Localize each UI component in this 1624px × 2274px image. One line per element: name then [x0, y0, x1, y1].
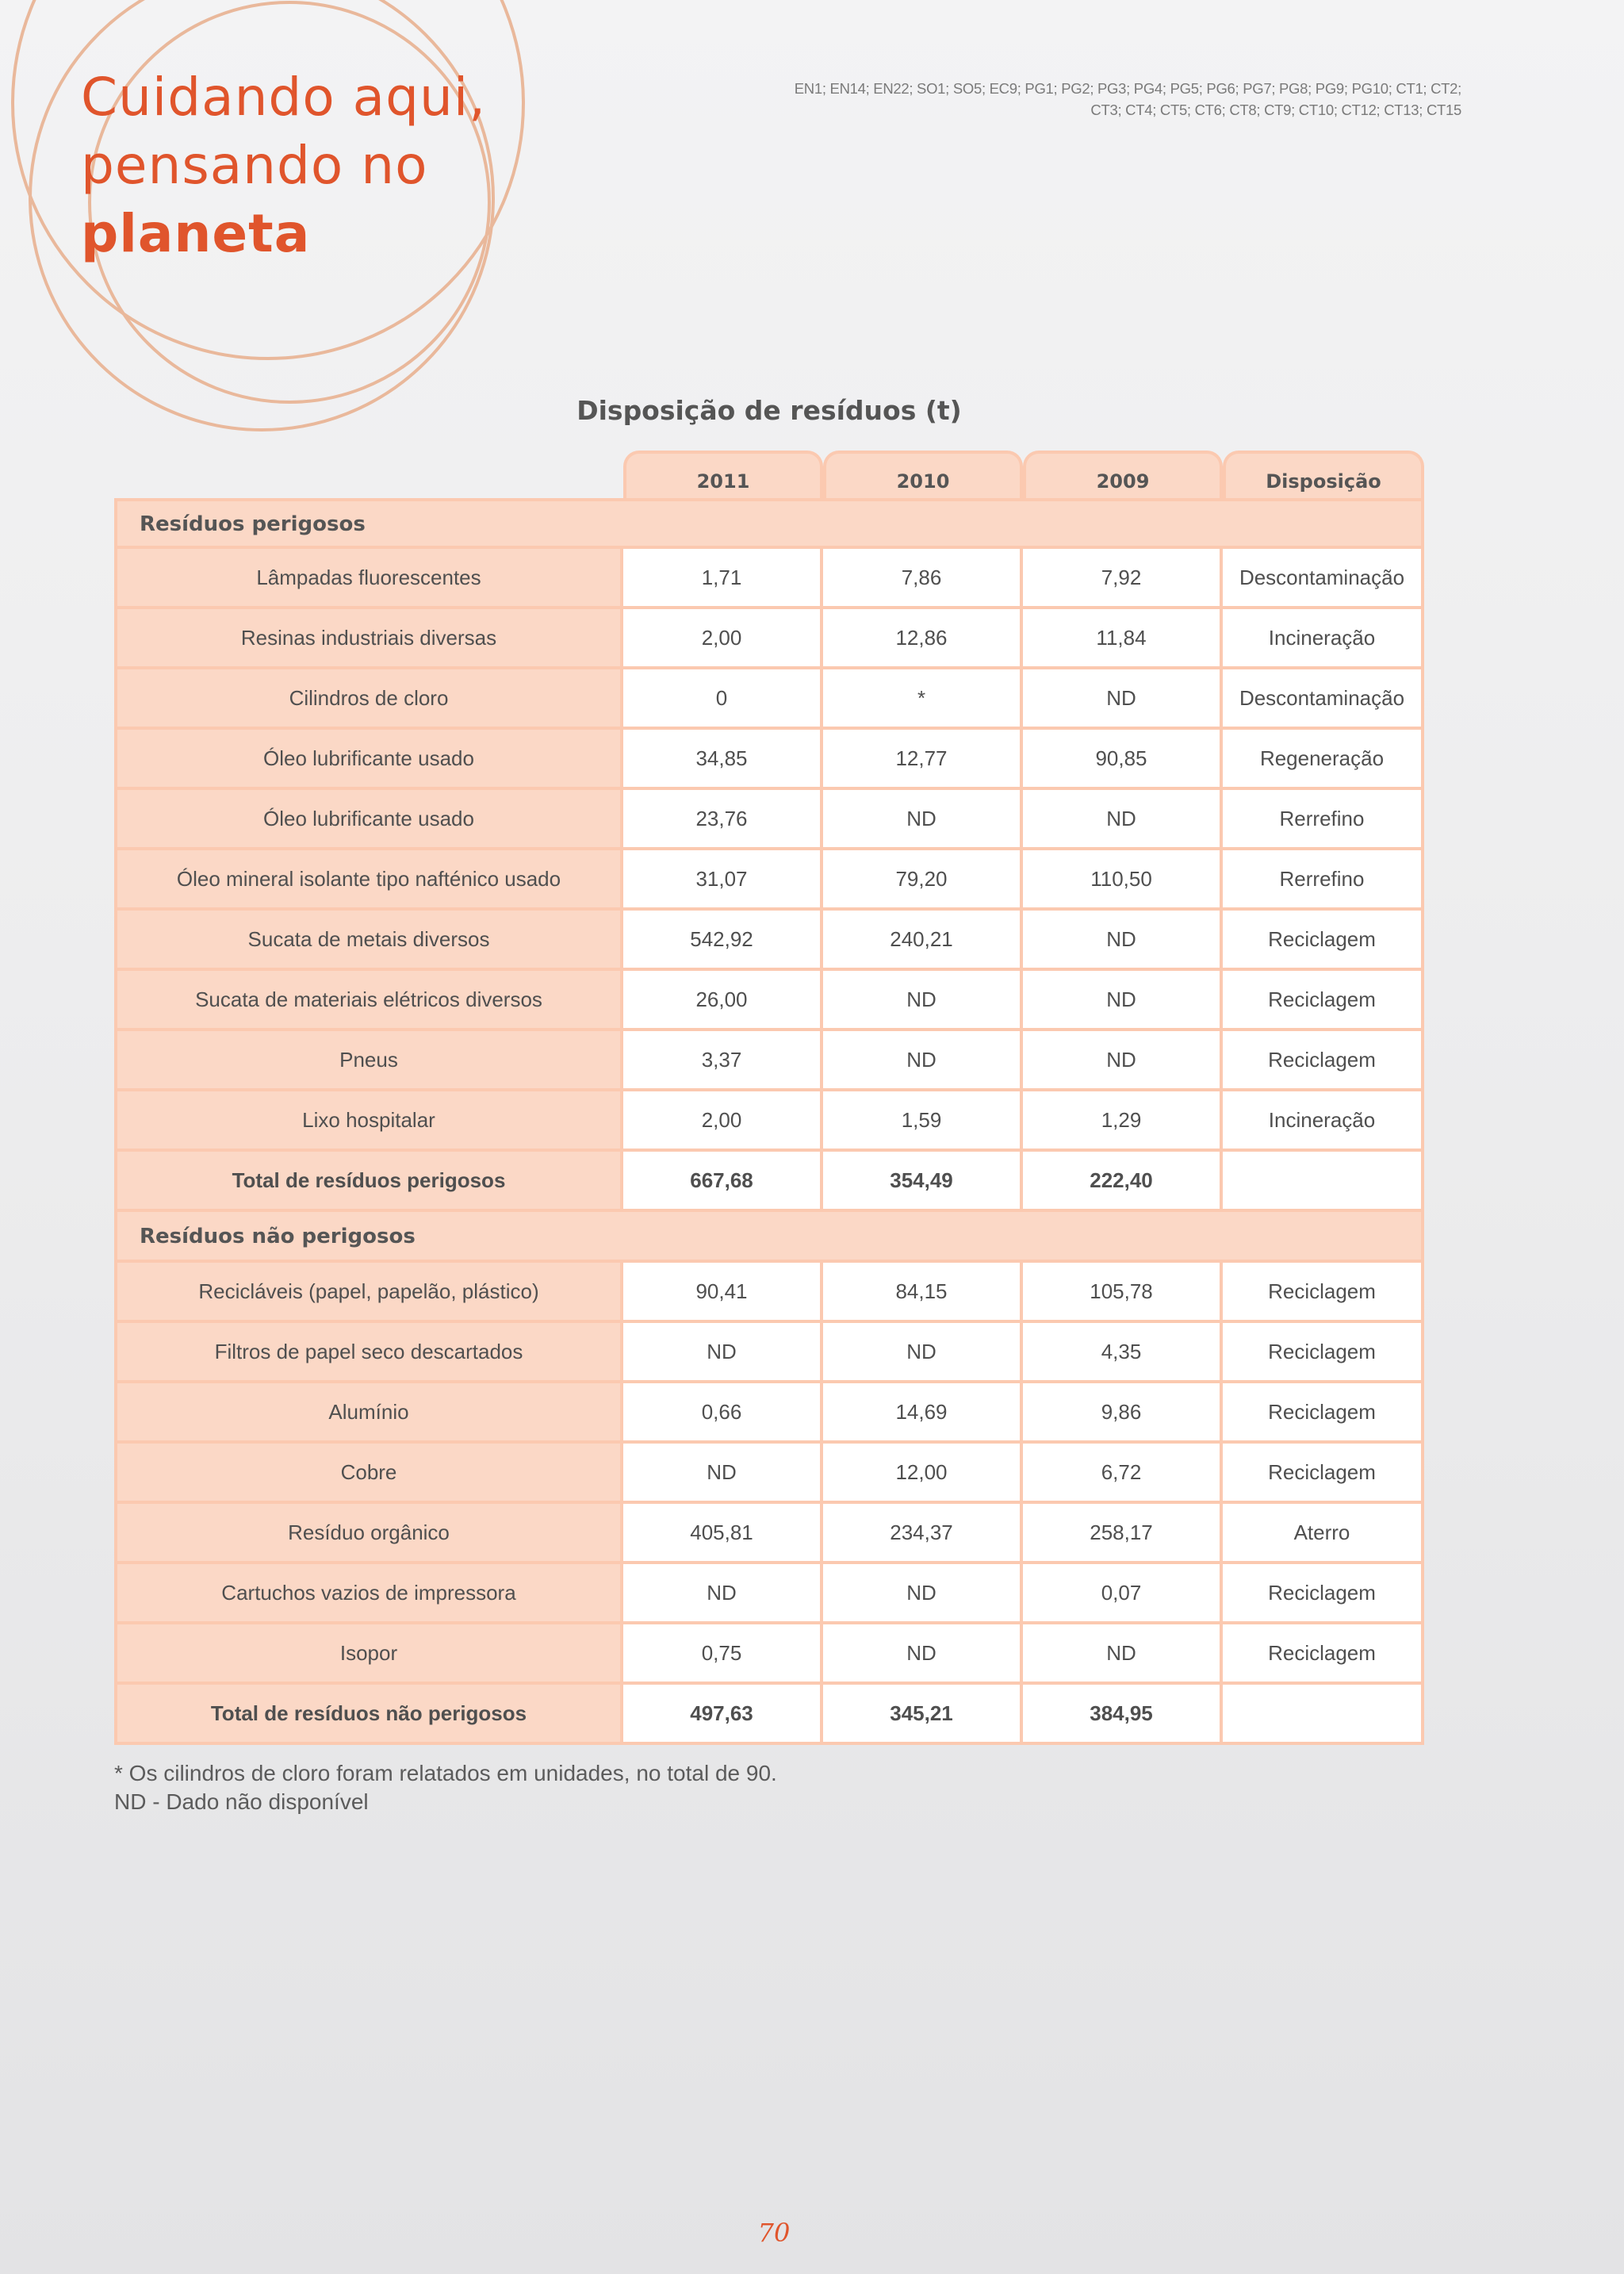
- disposition-cell: Reciclagem: [1223, 911, 1424, 971]
- value-2010-cell: *: [823, 669, 1023, 730]
- disposition-cell: Reciclagem: [1223, 1444, 1424, 1504]
- item-cell: Recicláveis (papel, papelão, plástico): [114, 1263, 623, 1323]
- table-row: [114, 1323, 1424, 1383]
- codes-line-2: CT3; CT4; CT5; CT6; CT8; CT9; CT10; CT12; CT13; CT15: [1090, 102, 1461, 118]
- item-cell: Cilindros de cloro: [114, 669, 623, 730]
- table-row: [114, 1091, 1424, 1152]
- value-2011-cell: 26,00: [623, 971, 823, 1031]
- item-cell: Cartuchos vazios de impressora: [114, 1564, 623, 1624]
- table-header: [114, 451, 1424, 498]
- value-2009-cell: ND: [1023, 1031, 1223, 1091]
- value-2009-cell: 90,85: [1023, 730, 1223, 790]
- section-header: Resíduos perigosos: [114, 498, 1424, 549]
- value-2011-cell: 1,71: [623, 549, 823, 609]
- value-2009-cell: 9,86: [1023, 1383, 1223, 1444]
- value-2009-cell: 384,95: [1023, 1685, 1223, 1745]
- value-2011-cell: 667,68: [623, 1152, 823, 1212]
- table-row: [114, 609, 1424, 669]
- disposition-cell: Reciclagem: [1223, 1263, 1424, 1323]
- page-number: 70: [757, 2218, 791, 2248]
- item-cell: Cobre: [114, 1444, 623, 1504]
- column-header-2011: 2011: [623, 451, 823, 498]
- table-row: [114, 1444, 1424, 1504]
- value-2011-cell: 90,41: [623, 1263, 823, 1323]
- value-2010-cell: ND: [823, 971, 1023, 1031]
- value-2009-cell: 110,50: [1023, 850, 1223, 911]
- table-row: [114, 971, 1424, 1031]
- table-row: [114, 790, 1424, 850]
- disposition-cell: Rerrefino: [1223, 790, 1424, 850]
- value-2010-cell: 1,59: [823, 1091, 1023, 1152]
- value-2011-cell: ND: [623, 1564, 823, 1624]
- value-2010-cell: 345,21: [823, 1685, 1023, 1745]
- table-row: [114, 1564, 1424, 1624]
- disposition-cell: Reciclagem: [1223, 1564, 1424, 1624]
- value-2010-cell: 240,21: [823, 911, 1023, 971]
- title-line-2: pensando no: [81, 135, 428, 196]
- table-row: [114, 1383, 1424, 1444]
- value-2010-cell: 14,69: [823, 1383, 1023, 1444]
- value-2011-cell: 0: [623, 669, 823, 730]
- value-2011-cell: 542,92: [623, 911, 823, 971]
- table-row: [114, 850, 1424, 911]
- disposition-cell: Aterro: [1223, 1504, 1424, 1564]
- disposition-cell: Reciclagem: [1223, 1031, 1424, 1091]
- disposition-cell: Rerrefino: [1223, 850, 1424, 911]
- value-2011-cell: 405,81: [623, 1504, 823, 1564]
- value-2011-cell: ND: [623, 1323, 823, 1383]
- disposition-cell: Regeneração: [1223, 730, 1424, 790]
- item-cell: Sucata de materiais elétricos diversos: [114, 971, 623, 1031]
- disposition-cell: Incineração: [1223, 609, 1424, 669]
- value-2010-cell: 12,86: [823, 609, 1023, 669]
- disposition-cell: Reciclagem: [1223, 1323, 1424, 1383]
- disposition-cell: Descontaminação: [1223, 549, 1424, 609]
- value-2009-cell: 222,40: [1023, 1152, 1223, 1212]
- table-row: [114, 549, 1424, 609]
- value-2010-cell: 84,15: [823, 1263, 1023, 1323]
- disposition-cell: [1223, 1152, 1424, 1212]
- value-2011-cell: 2,00: [623, 1091, 823, 1152]
- item-cell: Sucata de metais diversos: [114, 911, 623, 971]
- section-header: Resíduos não perigosos: [114, 1212, 1424, 1263]
- table-row: [114, 1031, 1424, 1091]
- disposition-cell: [1223, 1685, 1424, 1745]
- disposition-cell: Reciclagem: [1223, 1624, 1424, 1685]
- footnote-nd: ND - Dado não disponível: [114, 1789, 369, 1814]
- value-2010-cell: 354,49: [823, 1152, 1023, 1212]
- value-2010-cell: 234,37: [823, 1504, 1023, 1564]
- value-2010-cell: 7,86: [823, 549, 1023, 609]
- footnotes: [114, 1759, 777, 1816]
- column-header-disposicao: Disposição: [1223, 451, 1424, 498]
- item-cell: Filtros de papel seco descartados: [114, 1323, 623, 1383]
- item-cell: Óleo mineral isolante tipo nafténico usado: [114, 850, 623, 911]
- value-2011-cell: 31,07: [623, 850, 823, 911]
- disposition-cell: Incineração: [1223, 1091, 1424, 1152]
- indicator-codes: [779, 78, 1461, 121]
- disposition-cell: Reciclagem: [1223, 1383, 1424, 1444]
- value-2009-cell: ND: [1023, 971, 1223, 1031]
- value-2011-cell: 497,63: [623, 1685, 823, 1745]
- value-2010-cell: ND: [823, 1624, 1023, 1685]
- table-title: Disposição de resíduos (t): [576, 395, 962, 426]
- value-2011-cell: 0,66: [623, 1383, 823, 1444]
- value-2010-cell: ND: [823, 790, 1023, 850]
- column-header-2010: 2010: [823, 451, 1023, 498]
- item-cell: Total de resíduos não perigosos: [114, 1685, 623, 1745]
- value-2009-cell: 1,29: [1023, 1091, 1223, 1152]
- table-row: [114, 1624, 1424, 1685]
- table-row: [114, 1263, 1424, 1323]
- value-2010-cell: 12,00: [823, 1444, 1023, 1504]
- codes-line-1: EN1; EN14; EN22; SO1; SO5; EC9; PG1; PG2; PG3; PG4; PG5; PG6; PG7; PG8; PG9; PG10; CT1; CT2;: [794, 80, 1461, 97]
- disposition-cell: Reciclagem: [1223, 971, 1424, 1031]
- total-row: [114, 1152, 1424, 1212]
- value-2011-cell: 34,85: [623, 730, 823, 790]
- page-title: [81, 63, 486, 268]
- value-2009-cell: 7,92: [1023, 549, 1223, 609]
- value-2009-cell: 4,35: [1023, 1323, 1223, 1383]
- item-cell: Óleo lubrificante usado: [114, 730, 623, 790]
- value-2009-cell: 0,07: [1023, 1564, 1223, 1624]
- item-cell: Alumínio: [114, 1383, 623, 1444]
- table-body: [114, 498, 1424, 1745]
- footnote-cylinders: * Os cilindros de cloro foram relatados em unidades, no total de 90.: [114, 1761, 777, 1785]
- value-2009-cell: 6,72: [1023, 1444, 1223, 1504]
- value-2011-cell: 23,76: [623, 790, 823, 850]
- value-2011-cell: 0,75: [623, 1624, 823, 1685]
- value-2009-cell: ND: [1023, 790, 1223, 850]
- value-2010-cell: ND: [823, 1564, 1023, 1624]
- waste-disposal-table: [114, 451, 1424, 1745]
- value-2010-cell: ND: [823, 1031, 1023, 1091]
- item-cell: Óleo lubrificante usado: [114, 790, 623, 850]
- value-2009-cell: 258,17: [1023, 1504, 1223, 1564]
- value-2011-cell: ND: [623, 1444, 823, 1504]
- title-line-3: planeta: [81, 203, 311, 264]
- title-line-1: Cuidando aqui,: [81, 67, 487, 128]
- value-2009-cell: ND: [1023, 1624, 1223, 1685]
- item-cell: Total de resíduos perigosos: [114, 1152, 623, 1212]
- item-cell: Lâmpadas fluorescentes: [114, 549, 623, 609]
- item-cell: Isopor: [114, 1624, 623, 1685]
- value-2010-cell: 12,77: [823, 730, 1023, 790]
- item-cell: Lixo hospitalar: [114, 1091, 623, 1152]
- table-row: [114, 730, 1424, 790]
- disposition-cell: Descontaminação: [1223, 669, 1424, 730]
- table-row: [114, 669, 1424, 730]
- table-row: [114, 1504, 1424, 1564]
- value-2009-cell: ND: [1023, 911, 1223, 971]
- item-cell: Pneus: [114, 1031, 623, 1091]
- value-2009-cell: ND: [1023, 669, 1223, 730]
- item-cell: Resíduo orgânico: [114, 1504, 623, 1564]
- value-2010-cell: ND: [823, 1323, 1023, 1383]
- value-2011-cell: 2,00: [623, 609, 823, 669]
- column-header-2009: 2009: [1023, 451, 1223, 498]
- value-2010-cell: 79,20: [823, 850, 1023, 911]
- table-row: [114, 911, 1424, 971]
- value-2009-cell: 105,78: [1023, 1263, 1223, 1323]
- value-2011-cell: 3,37: [623, 1031, 823, 1091]
- total-row: [114, 1685, 1424, 1745]
- item-cell: Resinas industriais diversas: [114, 609, 623, 669]
- value-2009-cell: 11,84: [1023, 609, 1223, 669]
